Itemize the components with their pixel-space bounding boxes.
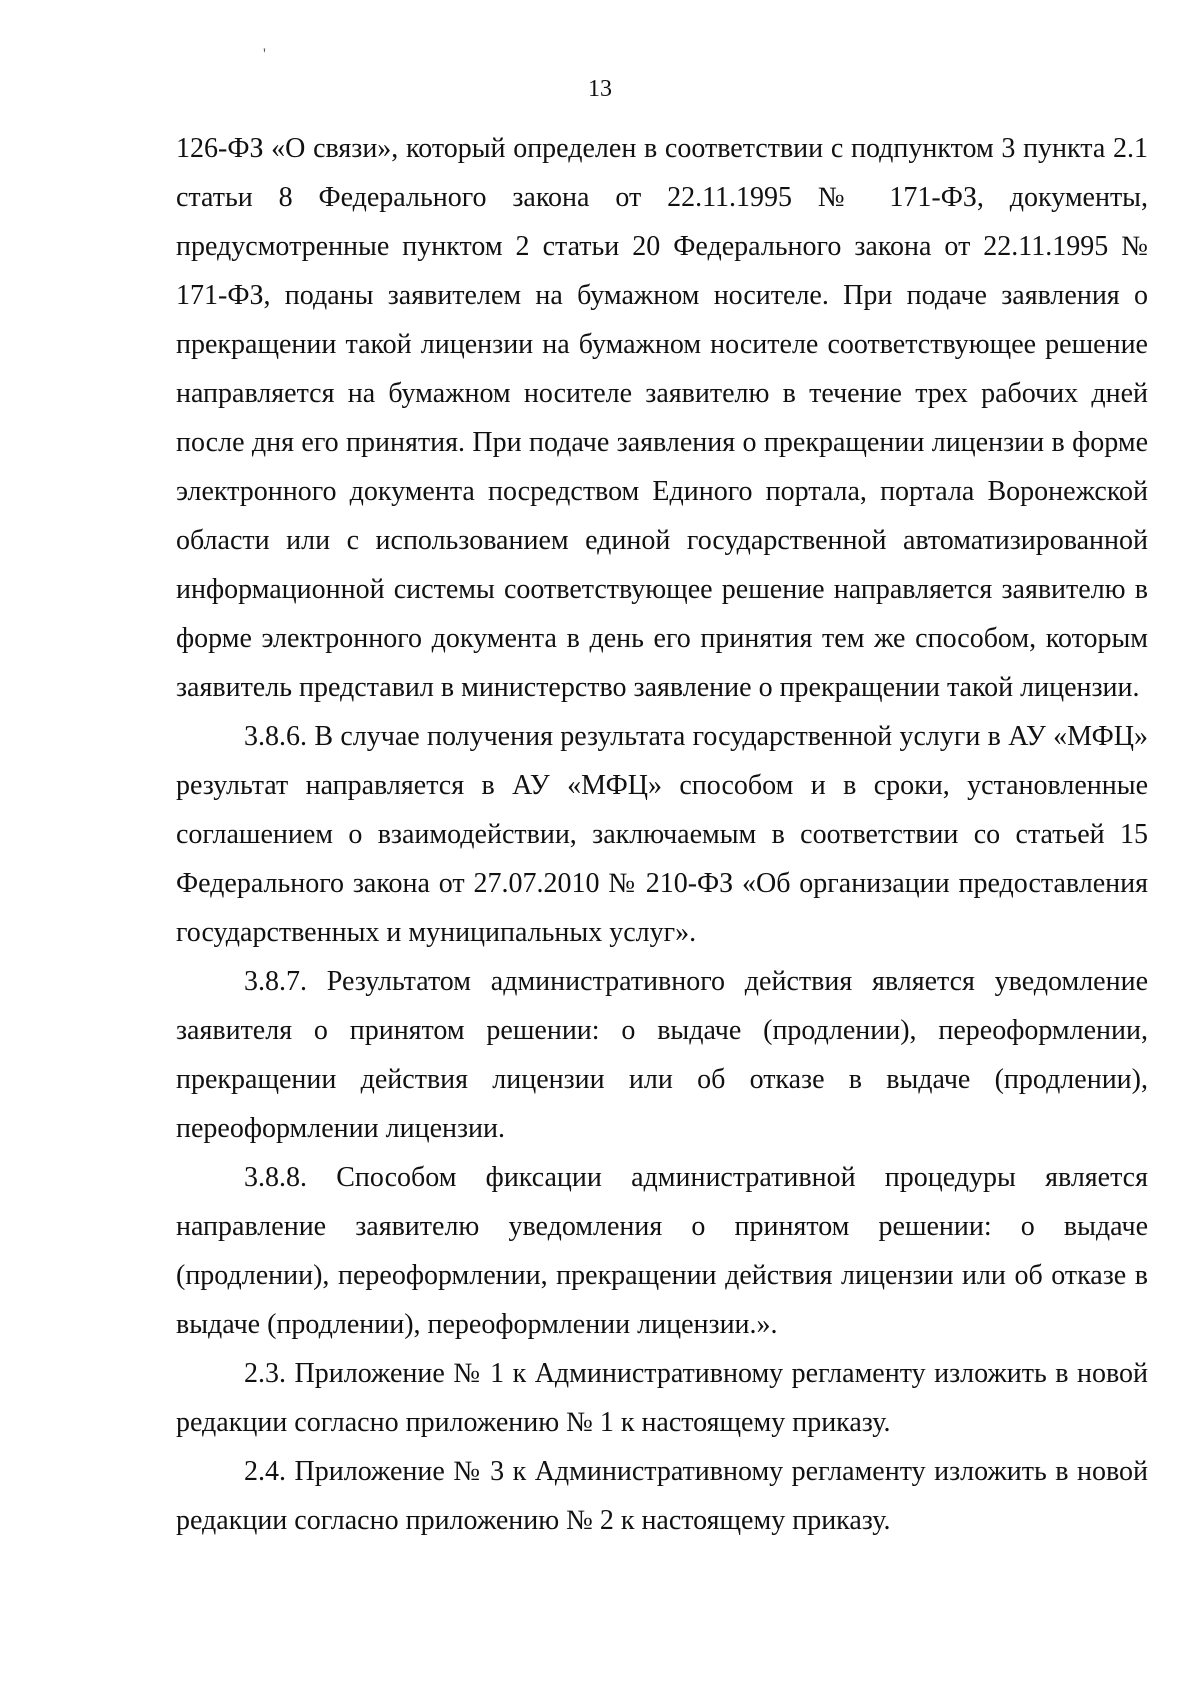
document-body (176, 124, 1148, 1545)
paragraph-2-3: 2.3. Приложение № 1 к Административному регламенту изложить в новой редакции согласно приложению № 1 к настоящему приказу. (176, 1358, 1148, 1438)
paragraph-continuation: 126-ФЗ «О связи», который определен в соответствии с подпунктом 3 пункта 2.1 статьи 8 Федерального закона от 22.11.1995 № 171-ФЗ, документы, предусмотренные пунктом 2 статьи 20 Федерального закона от 22.11.1995 № 171-ФЗ, поданы заявителем на бумажном носителе. При подаче заявления о прекращении такой лицензии на бумажном носителе соответствующее решение направляется на бумажном носителе заявителю в течение трех рабочих дней после дня его принятия. При подаче заявления о прекращении лицензии в форме электронного документа посредством Единого портала, портала Воронежской области или с использованием единой государственной автоматизированной информационной системы соответствующее решение направляется заявителю в форме электронного документа в день его принятия тем же способом, которым заявитель представил в министерство заявление о прекращении такой лицензии. (176, 133, 1148, 703)
page-number: 13 (588, 76, 612, 102)
paragraph-3-8-6: 3.8.6. В случае получения результата государственной услуги в АУ «МФЦ» результат направляется в АУ «МФЦ» способом и в сроки, установленные соглашением о взаимодействии, заключаемым в соответствии со статьей 15 Федерального закона от 27.07.2010 № 210-ФЗ «Об организации предоставления государственных и муниципальных услуг». (176, 721, 1148, 948)
paragraph-3-8-8: 3.8.8. Способом фиксации административной процедуры является направление заявителю уведомления о принятом решении: о выдаче (продлении), переоформлении, прекращении действия лицензии или об отказе в выдаче (продлении), переоформлении лицензии.». (176, 1162, 1148, 1340)
stray-mark: ' (263, 46, 266, 63)
paragraph-2-4: 2.4. Приложение № 3 к Административному регламенту изложить в новой редакции согласно приложению № 2 к настоящему приказу. (176, 1456, 1148, 1536)
paragraph-3-8-7: 3.8.7. Результатом административного действия является уведомление заявителя о принятом решении: о выдаче (продлении), переоформлении, прекращении действия лицензии или об отказе в выдаче (продлении), переоформлении лицензии. (176, 966, 1148, 1144)
